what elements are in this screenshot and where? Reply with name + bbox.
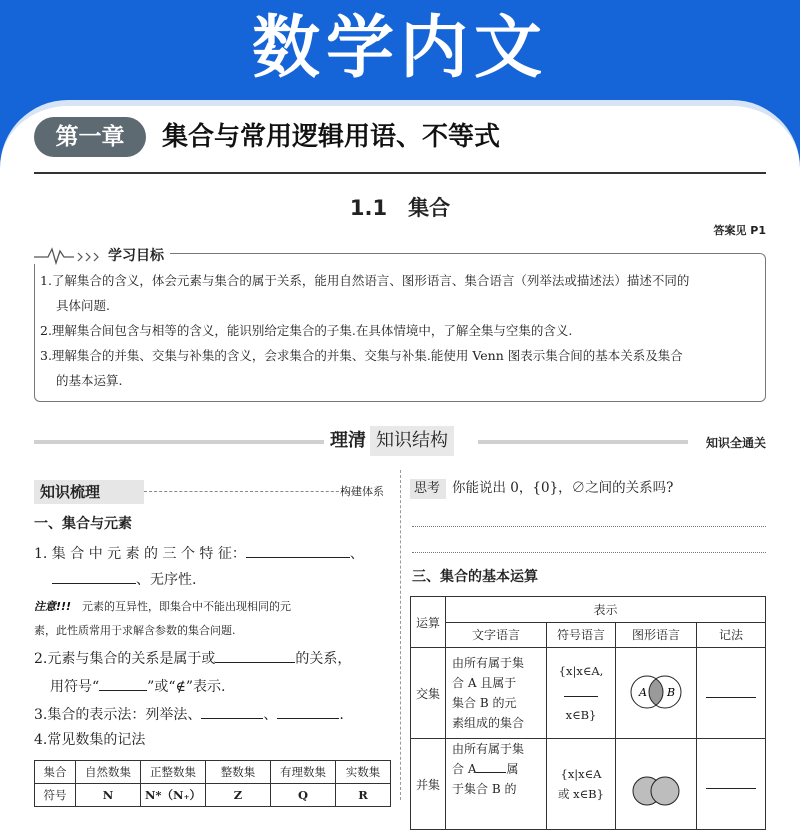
think-prompt bbox=[410, 478, 673, 499]
table-cell: 正整数集 bbox=[141, 761, 206, 784]
structure-right-label: 知识全通关 bbox=[705, 436, 766, 450]
table-cell bbox=[446, 739, 547, 830]
item-2-line-2 bbox=[50, 676, 412, 697]
text-line: 由所有属于集 bbox=[452, 656, 525, 670]
text-line bbox=[452, 759, 543, 779]
knowledge-header-title: 知识梳理 bbox=[40, 483, 101, 501]
fill-blank bbox=[99, 676, 147, 691]
fill-blank bbox=[52, 569, 136, 584]
answer-dotted-line bbox=[412, 526, 766, 527]
table-header-cell: 文字语言 bbox=[446, 622, 547, 648]
table-row bbox=[411, 648, 766, 739]
item-3-text: 3.集合的表示法：列举法、 bbox=[34, 707, 202, 723]
table-row bbox=[35, 784, 391, 807]
answer-reference: 答案见 P1 bbox=[713, 224, 766, 237]
table-cell: 整数集 bbox=[206, 761, 271, 784]
item-4: 4.常见数集的记法 bbox=[34, 732, 146, 748]
table-cell bbox=[547, 739, 616, 830]
goals-header bbox=[34, 244, 170, 264]
item-3-sep: 、 bbox=[263, 707, 278, 723]
venn-intersection-diagram bbox=[621, 664, 691, 720]
set-operations-table bbox=[410, 596, 766, 830]
item-2-tail: 的关系， bbox=[295, 651, 352, 667]
item-2-symbol-prefix: 用符号“ bbox=[50, 679, 100, 695]
table-cell bbox=[616, 648, 697, 739]
item-3-tail: . bbox=[339, 707, 344, 723]
structure-rule-right bbox=[478, 440, 688, 444]
section-title: 1.1 集合 bbox=[349, 196, 451, 220]
table-row bbox=[411, 597, 766, 623]
knowledge-header-right: 构建体系 bbox=[340, 485, 384, 498]
table-cell: 自然数集 bbox=[76, 761, 141, 784]
table-cell: Z bbox=[206, 784, 271, 807]
venn-label-a: A bbox=[639, 685, 647, 699]
knowledge-header bbox=[34, 480, 384, 504]
table-header-cell: 图形语言 bbox=[616, 622, 697, 648]
table-cell: N bbox=[76, 784, 141, 807]
answer-dotted-line bbox=[412, 552, 766, 553]
fill-blank bbox=[564, 684, 598, 697]
table-header-cell: 记法 bbox=[697, 622, 766, 648]
goal-line: 具体问题. bbox=[56, 298, 110, 313]
table-cell: 集合 bbox=[35, 761, 76, 784]
fill-blank bbox=[277, 704, 339, 719]
text-line: 素组成的集合 bbox=[452, 716, 525, 730]
table-cell: R bbox=[336, 784, 391, 807]
fill-blank bbox=[215, 648, 295, 663]
text-line: 于集合 B 的 bbox=[452, 782, 517, 796]
item-2-text: 2.元素与集合的关系是属于或 bbox=[34, 651, 216, 667]
item-1-text: 1. 集 合 中 元 素 的 三 个 特 征： bbox=[34, 546, 246, 562]
table-header-cell: 表示 bbox=[446, 597, 766, 623]
venn-label-b: B bbox=[667, 685, 676, 699]
column-divider bbox=[400, 470, 401, 800]
item-1-tail: 、无序性. bbox=[136, 572, 197, 588]
symbol-line: {x|x∈A, bbox=[558, 664, 604, 678]
table-header-cell: 运算 bbox=[411, 597, 446, 648]
symbol-line: 或 x∈B} bbox=[558, 787, 604, 801]
table-row bbox=[411, 622, 766, 648]
text-fragment: 合 A bbox=[452, 762, 477, 776]
item-1-line-2 bbox=[52, 569, 414, 590]
text-fragment: 属 bbox=[506, 762, 519, 776]
note-text: 元素的互异性，即集合中不能出现相同的元 bbox=[71, 600, 292, 613]
structure-title-boxed: 知识结构 bbox=[370, 426, 454, 456]
knowledge-header-rule bbox=[144, 491, 354, 492]
table-cell: N*（N₊） bbox=[141, 784, 206, 807]
item-1-line-1 bbox=[34, 543, 396, 564]
item-2-symbol-suffix: ”或“∉”表示. bbox=[147, 679, 226, 695]
table-cell bbox=[697, 739, 766, 830]
table-header-cell: 符号语言 bbox=[547, 622, 616, 648]
item-1-sep: 、 bbox=[349, 546, 364, 562]
fill-blank bbox=[706, 776, 756, 789]
table-cell: 有理数集 bbox=[271, 761, 336, 784]
think-text: 你能说出 0，{0}，∅之间的关系吗? bbox=[452, 480, 674, 496]
think-tag: 思考 bbox=[410, 479, 446, 499]
symbol-line: x∈B} bbox=[565, 708, 597, 722]
fill-blank bbox=[706, 685, 756, 698]
note-line bbox=[34, 596, 386, 618]
pulse-arrow-icon bbox=[34, 245, 104, 265]
text-line: 集合 B 的元 bbox=[452, 696, 517, 710]
goal-line: 2.理解集合间包含与相等的含义，能识别给定集合的子集.在具体情境中，了解全集与空集的含义. bbox=[40, 323, 573, 338]
fill-blank bbox=[476, 760, 506, 773]
table-cell: 并集 bbox=[411, 739, 446, 830]
note-line: 素，此性质常用于求解含参数的集合问题. bbox=[34, 624, 236, 637]
table-cell: 实数集 bbox=[336, 761, 391, 784]
subsection-heading: 一、集合与元素 bbox=[34, 516, 132, 532]
table-cell bbox=[697, 648, 766, 739]
goal-line: 3.理解集合的并集、交集与补集的含义，会求集合的并集、交集与补集.能使用 Venn 图表示集合间的基本关系及集合 bbox=[40, 348, 683, 363]
goals-heading: 学习目标 bbox=[108, 247, 164, 264]
page-title: 数学内文 bbox=[251, 9, 548, 88]
table-cell bbox=[446, 648, 547, 739]
goal-line: 的基本运算. bbox=[56, 373, 123, 388]
table-cell bbox=[616, 739, 697, 830]
item-3 bbox=[34, 704, 396, 725]
structure-title-bold: 理清 bbox=[330, 430, 366, 451]
goal-line: 1.了解集合的含义，体会元素与集合的属于关系，能用自然语言、图形语言、集合语言（列举法或描述法）描述不同的 bbox=[40, 273, 690, 288]
table-row bbox=[35, 761, 391, 784]
table-cell: Q bbox=[271, 784, 336, 807]
chapter-badge: 第一章 bbox=[34, 117, 146, 157]
table-row bbox=[411, 739, 766, 830]
chapter-title: 集合与常用逻辑用语、不等式 bbox=[162, 122, 501, 152]
chapter-divider bbox=[34, 172, 766, 174]
item-2-line-1 bbox=[34, 648, 396, 669]
note-label: 注意!!! bbox=[34, 600, 72, 613]
structure-rule-left bbox=[34, 440, 324, 444]
text-line: 合 A 且属于 bbox=[452, 676, 517, 690]
table-cell bbox=[547, 648, 616, 739]
symbol-line: {x|x∈A bbox=[560, 767, 602, 781]
table-cell: 符号 bbox=[35, 784, 76, 807]
subsection-heading: 三、集合的基本运算 bbox=[412, 569, 538, 585]
table-cell: 交集 bbox=[411, 648, 446, 739]
text-line: 由所有属于集 bbox=[452, 742, 525, 756]
fill-blank bbox=[246, 543, 350, 558]
structure-title bbox=[330, 426, 454, 456]
fill-blank bbox=[201, 704, 263, 719]
venn-union-diagram bbox=[621, 755, 691, 811]
